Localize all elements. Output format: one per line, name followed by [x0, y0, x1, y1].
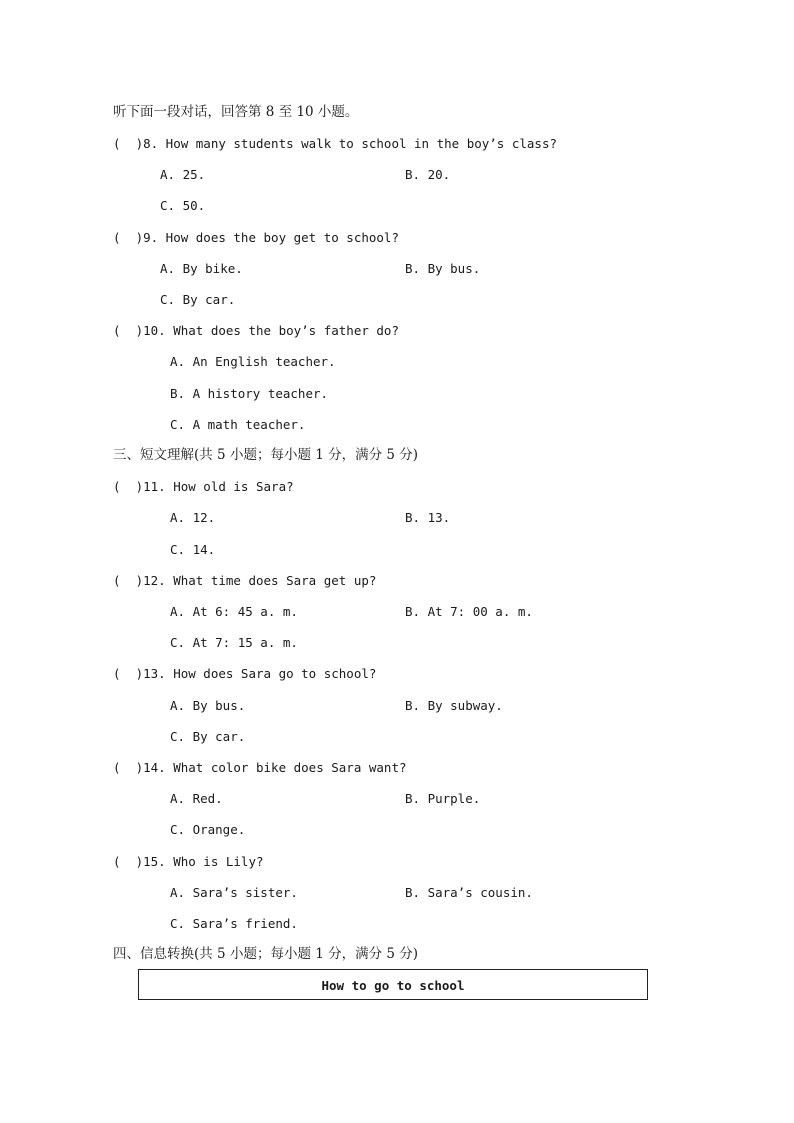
question-8-option-a: A. 25.: [160, 167, 206, 182]
question-9-option-a: A. By bike.: [160, 261, 243, 276]
question-12-stem: ( )12. What time does Sara get up?: [113, 573, 377, 588]
listening-intro: 听下面一段对话，回答第 8 至 10 小题。: [113, 104, 359, 120]
question-11-option-b: B. 13.: [405, 510, 451, 525]
section-3-title: 三、短文理解(共 5 小题；每小题 1 分，满分 5 分): [113, 447, 419, 463]
table-title: How to go to school: [321, 978, 465, 993]
info-table: [138, 969, 648, 1000]
question-11-option-a: A. 12.: [170, 510, 216, 525]
question-12-option-c: C. At 7: 15 a. m.: [170, 635, 298, 650]
question-12-option-a: A. At 6: 45 a. m.: [170, 604, 298, 619]
question-10-option-a: A. An English teacher.: [170, 354, 336, 369]
section-4-title: 四、信息转换(共 5 小题；每小题 1 分，满分 5 分): [113, 946, 419, 962]
question-13-option-a: A. By bus.: [170, 698, 246, 713]
question-14-stem: ( )14. What color bike does Sara want?: [113, 760, 407, 775]
question-15-option-b: B. Sara’s cousin.: [405, 885, 533, 900]
question-11-option-c: C. 14.: [170, 542, 216, 557]
question-14-option-c: C. Orange.: [170, 822, 246, 837]
question-15-stem: ( )15. Who is Lily?: [113, 854, 264, 869]
question-9-option-c: C. By car.: [160, 292, 236, 307]
question-10-option-b: B. A history teacher.: [170, 386, 329, 401]
question-8-option-b: B. 20.: [405, 167, 451, 182]
question-9-stem: ( )9. How does the boy get to school?: [113, 230, 399, 245]
question-8-stem: ( )8. How many students walk to school in the boy’s class?: [113, 136, 558, 151]
question-15-option-c: C. Sara’s friend.: [170, 916, 298, 931]
question-12-option-b: B. At 7: 00 a. m.: [405, 604, 533, 619]
question-13-option-c: C. By car.: [170, 729, 246, 744]
question-13-stem: ( )13. How does Sara go to school?: [113, 666, 377, 681]
question-15-option-a: A. Sara’s sister.: [170, 885, 298, 900]
question-11-stem: ( )11. How old is Sara?: [113, 479, 294, 494]
question-14-option-a: A. Red.: [170, 791, 223, 806]
question-10-option-c: C. A math teacher.: [170, 417, 306, 432]
question-8-option-c: C. 50.: [160, 198, 206, 213]
question-10-stem: ( )10. What does the boy’s father do?: [113, 323, 399, 338]
question-14-option-b: B. Purple.: [405, 791, 481, 806]
question-13-option-b: B. By subway.: [405, 698, 503, 713]
question-9-option-b: B. By bus.: [405, 261, 481, 276]
